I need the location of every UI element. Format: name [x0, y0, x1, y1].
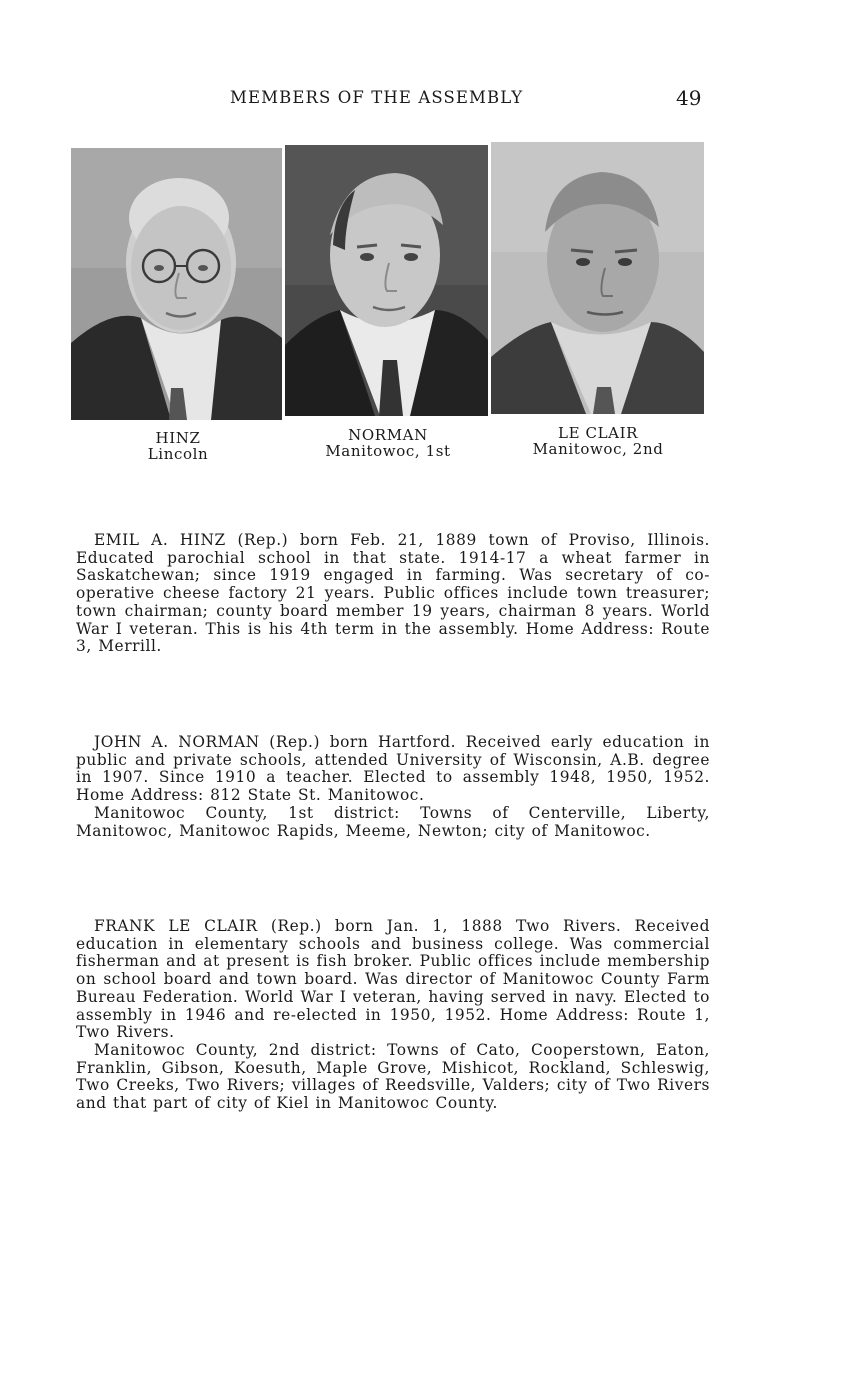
caption-le-clair — [518, 425, 678, 457]
caption-name: LE CLAIR — [558, 424, 638, 442]
caption-norman — [308, 427, 468, 459]
bio-paragraph: EMIL A. HINZ (Rep.) born Feb. 21, 1889 town of Proviso, Illinois. Educated parochial school in that state. 1914-17 a wheat farmer in Saskatchewan; since 1919 engaged in farming. Was secretary of co-operative cheese factory 21 years. Public offices include town treasurer; town chairman; county board member 19 years, chairman 8 years. World War I veteran. This is his 4th term in the assembly. Home Address: Route 3, Merrill. — [76, 531, 710, 656]
bio-paragraph: JOHN A. NORMAN (Rep.) born Hartford. Received early education in public and private schools, attended University of Wisconsin, A.B. degree in 1907. Since 1910 a teacher. Elected to assembly 1948, 1950, 1952. Home Address: 812 State St. Manitowoc. — [76, 733, 710, 805]
page-header — [0, 88, 859, 112]
bio-paragraph: FRANK LE CLAIR (Rep.) born Jan. 1, 1888 Two Rivers. Received education in elementary schools and business college. Was commercial fisherman and at present is fish broker. Public offices include membership on school board and town board. Was director of Manitowoc County Farm Bureau Federation. World War I veteran, having served in navy. Elected to assembly in 1946 and re-elected in 1950, 1952. Home Address: Route 1, Two Rivers. — [76, 917, 710, 1042]
district-description: Manitowoc County, 1st district: Towns of Centerville, Liberty, Manitowoc, Manitowoc Rapids, Meeme, Newton; city of Manitowoc. — [76, 803, 710, 840]
biography-norman — [76, 734, 710, 840]
caption-name: NORMAN — [348, 426, 428, 444]
caption-district: Manitowoc, 2nd — [532, 440, 664, 458]
biography-le-clair — [76, 918, 710, 1113]
page-number: 49 — [676, 86, 702, 110]
caption-district: Manitowoc, 1st — [325, 442, 451, 460]
portrait-photo-le-clair — [491, 142, 704, 414]
district-description: Manitowoc County, 2nd district: Towns of Cato, Cooperstown, Eaton, Franklin, Gibson, Koesuth, Maple Grove, Mishicot, Rockland, Schleswig, Two Creeks, Two Rivers; villages of Reedsville, Valders; city of Two Rivers and that part of city of Kiel in Manitowoc County. — [76, 1040, 710, 1113]
portrait-photo-hinz — [71, 148, 282, 420]
caption-name: HINZ — [155, 429, 201, 447]
caption-district: Lincoln — [147, 445, 209, 463]
running-head-title: MEMBERS OF THE ASSEMBLY — [230, 88, 524, 107]
biography-hinz — [76, 532, 710, 656]
caption-hinz — [98, 430, 258, 462]
portrait-photo-norman — [285, 145, 488, 416]
